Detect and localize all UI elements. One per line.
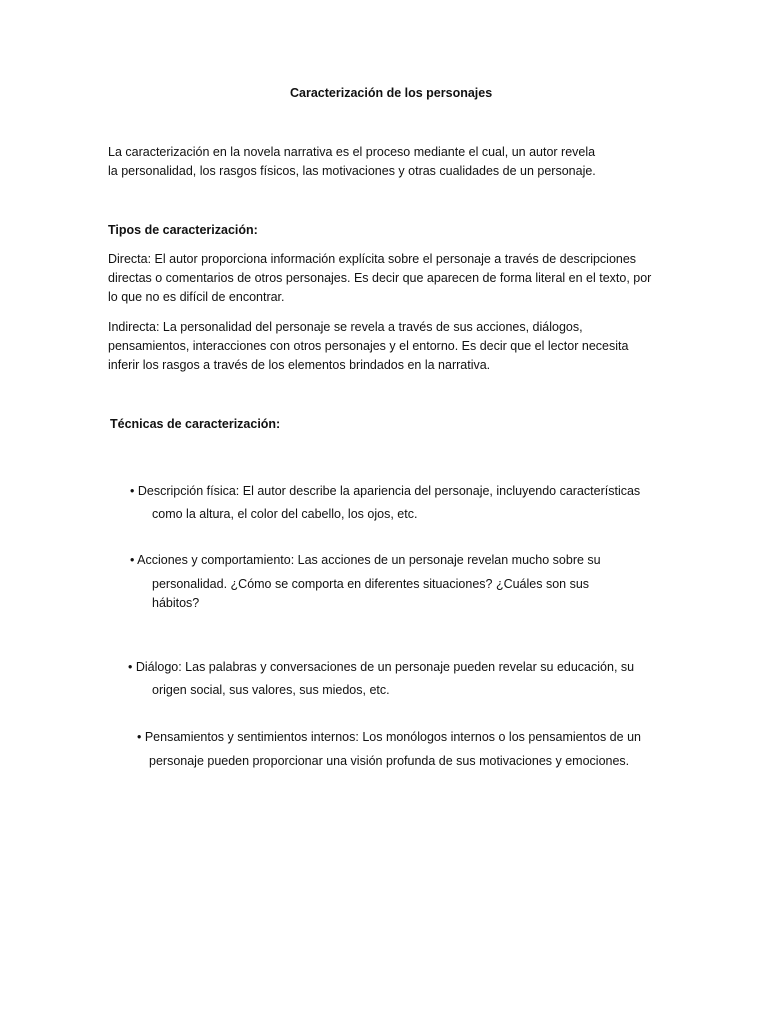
bullet-item-line: • Descripción física: El autor describe la apariencia del personaje, incluyendo características [130, 484, 641, 498]
bullet-item-line: personaje pueden proporcionar una visión profunda de sus motivaciones y emociones. [149, 754, 630, 768]
bullet-item-line: origen social, sus valores, sus miedos, etc. [152, 683, 390, 697]
indirecta-line: Indirecta: La personalidad del personaje se revela a través de sus acciones, diálogos, [108, 320, 583, 334]
bullet-item-line: • Diálogo: Las palabras y conversaciones de un personaje pueden revelar su educación, su [128, 660, 635, 674]
intro-line: La caracterización en la novela narrativa es el proceso mediante el cual, un autor revela [108, 145, 596, 159]
bullet-item-line: hábitos? [152, 596, 200, 610]
bullet-item-line: • Acciones y comportamiento: Las acciones de un personaje revelan mucho sobre su [130, 553, 601, 567]
intro-line: la personalidad, los rasgos físicos, las motivaciones y otras cualidades de un personaje. [108, 164, 596, 178]
indirecta-line: pensamientos, interacciones con otros personajes y el entorno. Es decir que el lector necesita [108, 339, 629, 353]
directa-line: Directa: El autor proporciona información explícita sobre el personaje a través de descripciones [108, 252, 637, 266]
bullet-item-line: • Pensamientos y sentimientos internos: Los monólogos internos o los pensamientos de un [137, 730, 641, 744]
bullet-item-line: personalidad. ¿Cómo se comporta en diferentes situaciones? ¿Cuáles son sus [152, 577, 590, 591]
indirecta-line: inferir los rasgos a través de los elementos brindados en la narrativa. [108, 358, 491, 372]
types-heading: Tipos de caracterización: [108, 223, 258, 237]
directa-line: lo que no es difícil de encontrar. [108, 290, 285, 304]
bullet-item-line: como la altura, el color del cabello, los ojos, etc. [152, 507, 418, 521]
page-title: Caracterización de los personajes [290, 86, 493, 100]
techniques-heading: Técnicas de caracterización: [110, 417, 281, 431]
directa-line: directas o comentarios de otros personajes. Es decir que aparecen de forma literal en el texto, por [108, 271, 652, 285]
